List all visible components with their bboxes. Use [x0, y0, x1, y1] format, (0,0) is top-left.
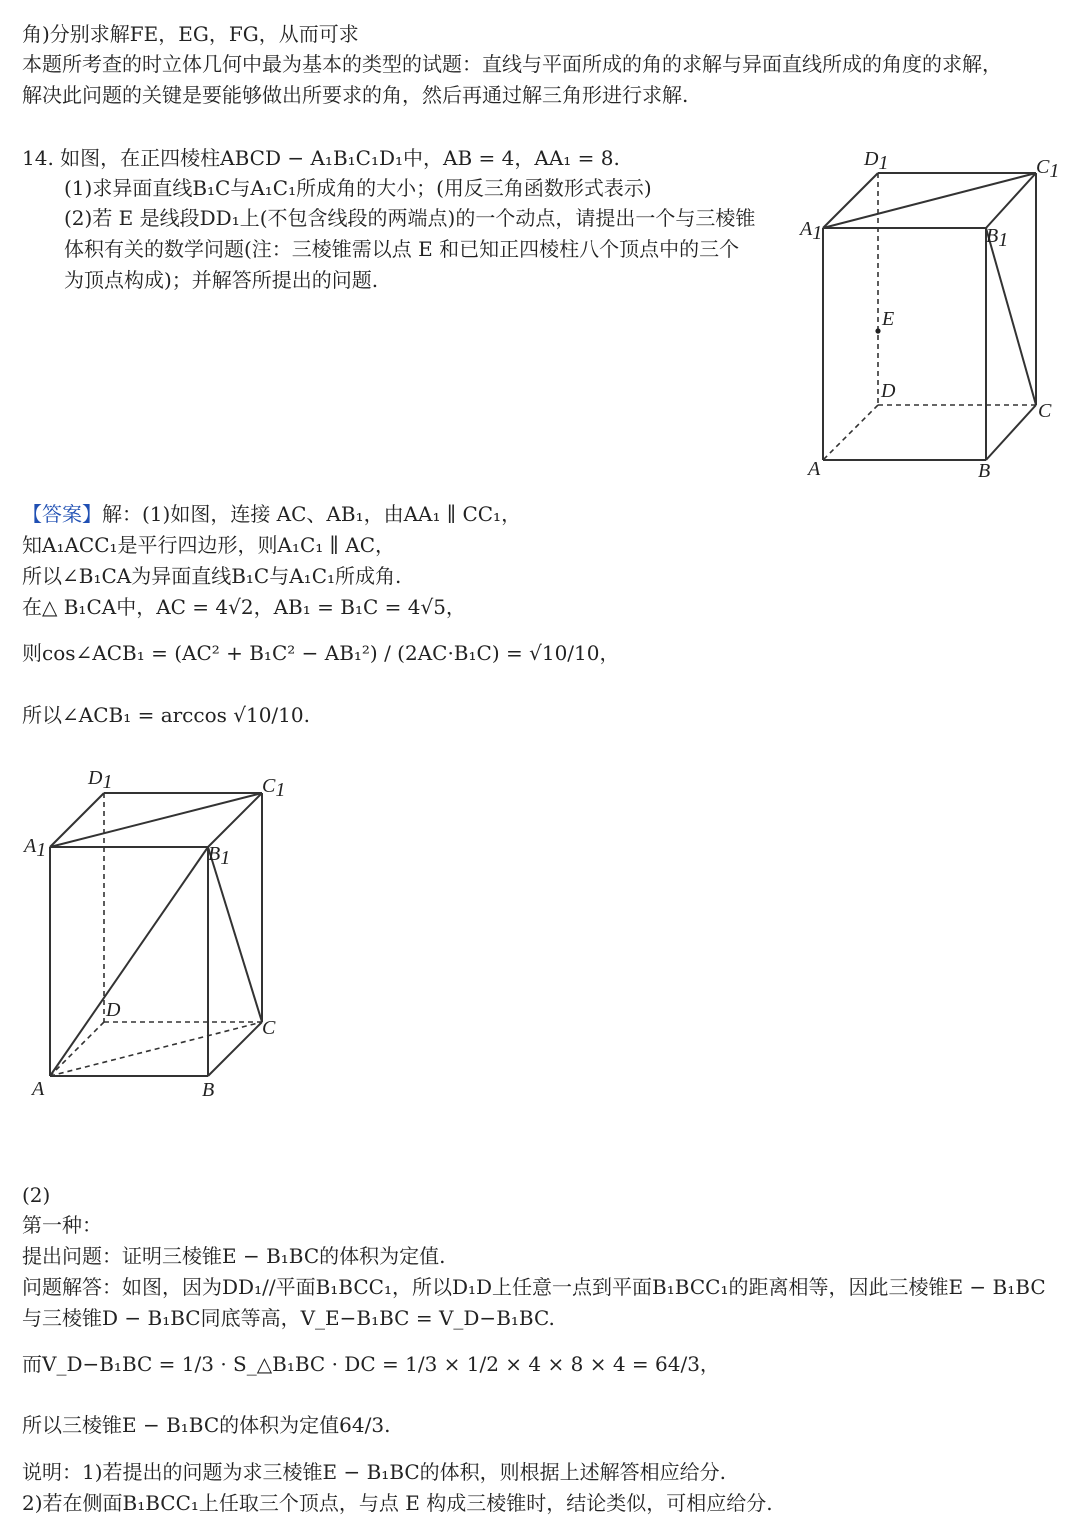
answer-conclusion: 所以∠ACB₁ = arccos √10/10.: [22, 703, 310, 727]
part2-line: 第一种：: [22, 1213, 102, 1237]
label-b: B: [202, 1079, 215, 1101]
problem-part2-cont: 为顶点构成)；并解答所提出的问题.: [64, 268, 379, 292]
part2-heading: (2): [22, 1183, 51, 1207]
label-d1: D1: [88, 767, 113, 793]
problem-part1: (1)求异面直线B₁C与A₁C₁所成角的大小；(用反三角函数形式表示): [64, 176, 652, 200]
part2-volume-formula: 而V_D−B₁BC = 1/3 · S_△B₁BC · DC = 1/3 × 1/2 × 4 × 8 × 4 = 64/3，: [22, 1352, 720, 1376]
label-d: D: [106, 999, 121, 1021]
part2-conclusion: 所以三棱锥E − B₁BC的体积为定值64/3.: [22, 1413, 391, 1437]
answer-line: 在△ B₁CA中，AC = 4√2，AB₁ = B₁C = 4√5，: [22, 595, 466, 619]
part2-line: 问题解答：如图，因为DD₁//平面B₁BCC₁，所以D₁D上任意一点到平面B₁BCC₁的距离相等，因此三棱锥E − B₁BC: [22, 1275, 1046, 1299]
label-d1: D1: [864, 148, 889, 174]
prism-figure-2: [18, 760, 298, 1105]
label-b1: B1: [986, 225, 1009, 251]
problem-part2: (2)若 E 是线段DD₁上(不包含线段的两端点)的一个动点，请提出一个与三棱锥: [64, 206, 756, 230]
text-line: 角)分别求解FE，EG，FG，从而可求: [22, 22, 359, 46]
label-c: C: [262, 1017, 276, 1039]
label-a1: A1: [800, 218, 823, 244]
part2-note: 2)若在侧面B₁BCC₁上任取三个顶点，与点 E 构成三棱锥时，结论类似，可相应给分.: [22, 1491, 773, 1515]
label-c1: C1: [262, 775, 286, 801]
label-a: A: [808, 458, 821, 480]
label-d: D: [881, 380, 896, 402]
answer-line: 知A₁ACC₁是平行四边形，则A₁C₁ ∥ AC，: [22, 533, 396, 557]
answer-cos-formula: 则cos∠ACB₁ = (AC² + B₁C² − AB₁²) / (2AC·B₁C) = √10/10，: [22, 641, 620, 665]
problem-title: 14. 如图，在正四棱柱ABCD − A₁B₁C₁D₁中，AB = 4，AA₁ = 8.: [22, 146, 620, 170]
part2-line: 提出问题：证明三棱锥E − B₁BC的体积为定值.: [22, 1244, 446, 1268]
answer-line: 【答案】解：(1)如图，连接 AC、AB₁，由AA₁ ∥ CC₁，: [22, 502, 522, 526]
part2-line: 与三棱锥D − B₁BC同底等高，V_E−B₁BC = V_D−B₁BC.: [22, 1306, 555, 1330]
prism-figure-1: [790, 135, 1070, 490]
label-a1: A1: [24, 835, 47, 861]
part2-note: 说明：1)若提出的问题为求三棱锥E − B₁BC的体积，则根据上述解答相应给分.: [22, 1460, 727, 1484]
point-e: [875, 328, 880, 333]
label-b1: B1: [208, 843, 231, 869]
label-e: E: [882, 308, 895, 330]
text-line: 解决此问题的关键是要能够做出所要求的角，然后再通过解三角形进行求解.: [22, 83, 689, 107]
answer-line: 所以∠B₁CA为异面直线B₁C与A₁C₁所成角.: [22, 564, 402, 588]
text-line: 本题所考查的时立体几何中最为基本的类型的试题：直线与平面所成的角的求解与异面直线所成的角度的求解，: [22, 52, 1002, 76]
answer-tag: 【答案】: [22, 502, 102, 526]
label-c1: C1: [1036, 156, 1060, 182]
label-a: A: [32, 1078, 45, 1100]
problem-part2-cont: 体积有关的数学问题(注：三棱锥需以点 E 和已知正四棱柱八个顶点中的三个: [64, 237, 740, 261]
label-c: C: [1038, 400, 1052, 422]
label-b: B: [978, 460, 991, 482]
